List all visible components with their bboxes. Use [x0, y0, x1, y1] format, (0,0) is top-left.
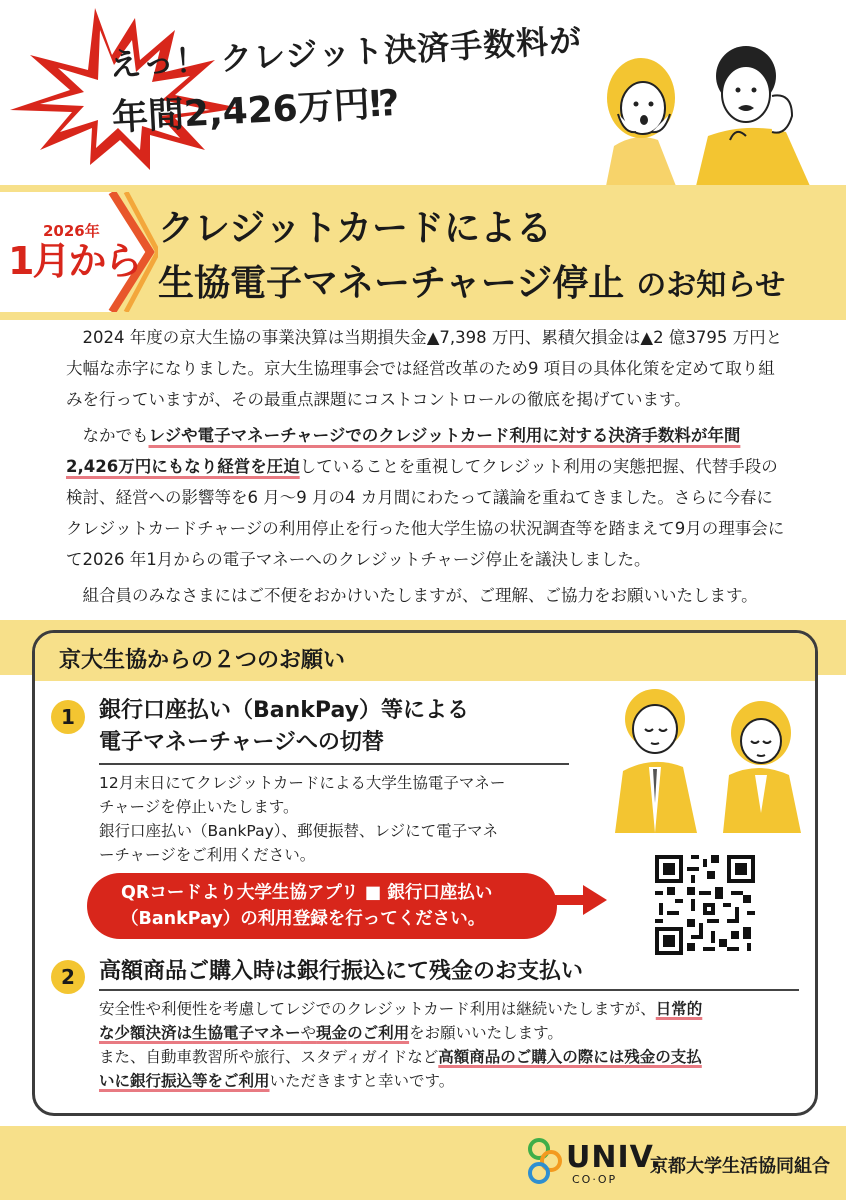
page-title-main: 生協電子マネーチャージ停止 — [158, 263, 625, 304]
request2-text: をお願いいたします。 — [409, 1024, 563, 1042]
request2-highlight: のご利用 — [347, 1024, 410, 1042]
request1-text-line: 銀行口座払い（BankPay）、郵便振替、レジにて電子マネ — [99, 822, 499, 840]
request2-text-line — [99, 997, 702, 1021]
paragraph-decision-intro: なかでも — [82, 426, 149, 445]
requests-panel — [32, 630, 818, 1116]
request2-text-line — [99, 1045, 702, 1069]
request-number-badge: 2 — [51, 960, 85, 994]
callout-line1: QRコードより大学生協アプリ ■ 銀行口座払い — [121, 883, 493, 903]
badge-year: 2026年 — [43, 222, 100, 240]
request2-text: また、自動車教習所や旅行、スタディガイドなど — [99, 1048, 439, 1066]
page-title-line1: クレジットカードによる — [158, 208, 553, 249]
arrow-right-icon — [583, 885, 607, 915]
request2-highlight: な少額決済は — [99, 1024, 193, 1042]
bowing-staff-illustration — [605, 663, 815, 833]
request2-text-line — [99, 1069, 454, 1093]
paragraph-financial-result: 2024 年度の京大生協の事業決算は当期損失金▲7,398 万円、累積欠損金は▲2 億3795 万円と大幅な赤字になりました。京大生協理事会では経営改革のため9 項目の具体化策を定めて取り組みを行っていますが、その最重点課題にコストコントロールの徹底を掲げています。 — [66, 328, 783, 409]
headline-line2: 年間2,426万円⁉ — [111, 82, 401, 139]
request2-highlight: 日常的 — [655, 1000, 703, 1018]
request2-highlight: 高額商品のご購入の際には残金の支払 — [438, 1048, 702, 1066]
request1-heading-line2: 電子マネーチャージへの切替 — [99, 730, 384, 755]
paragraph-decision — [66, 420, 786, 575]
divider — [99, 989, 799, 991]
paragraph-decision-rest: していることを重視してクレジット利用の実態把握、代替手段の検討、経営への影響等を6 月～9 月の4 カ月間にわたって議論を重ねてきました。さらに今春にクレジットカードチャージの利用停止を行った他大学生協の状況調査等を踏まえて9月の理事会にて2026 年1月からの電子マネーへのクレジットチャージ停止を議決しました。 — [66, 457, 785, 569]
surprised-couple-illustration — [596, 36, 826, 186]
request2-highlight: 生協電子マネー — [192, 1024, 301, 1042]
request1-text-line: 12月末日にてクレジットカードによる大学生協電子マネー — [99, 774, 506, 792]
request2-text: 安全性や利便性を考慮してレジでのクレジットカード利用は継続いたしますが、 — [99, 1000, 656, 1018]
page-title-suffix: のお知らせ — [636, 268, 786, 303]
page-title-line2 — [158, 255, 785, 306]
callout-line2: （BankPay）の利用登録を行ってください。 — [121, 909, 486, 929]
coop-logo-icon — [525, 1137, 565, 1185]
headline-line1: えっ！ クレジット決済手数料が — [108, 21, 583, 84]
badge-month: 1月から — [8, 239, 141, 283]
logo-coop-text: CO·OP — [572, 1173, 618, 1186]
logo-univ-text: UNIV. — [566, 1140, 663, 1175]
bankpay-registration-callout — [87, 873, 557, 939]
paragraph-apology: 組合員のみなさまにはご不便をおかけいたしますが、ご理解、ご協力をお願いいたします。 — [82, 586, 758, 605]
highlighted-fee-statement: レジや電子マネーチャージでのクレジットカード利用に対する決済手数料が年間2,426万円にもなり経営を圧迫 — [66, 426, 741, 476]
request2-highlight: や — [300, 1024, 317, 1042]
request1-text-line: ーチャージをご利用ください。 — [99, 846, 316, 864]
request1-text-line: チャージを停止いたします。 — [99, 798, 299, 816]
request2-text-line — [99, 1021, 563, 1045]
divider — [99, 763, 569, 765]
request2-highlight: いに銀行振込等をご利用 — [99, 1072, 270, 1090]
requests-title: 京大生協からの２つのお願い — [59, 648, 346, 673]
request2-text: いただきますと幸いです。 — [269, 1072, 455, 1090]
request2-heading: 高額商品ご購入時は銀行振込にて残金のお支払い — [99, 959, 584, 984]
qr-code[interactable] — [655, 855, 755, 955]
request-number-badge: 1 — [51, 700, 85, 734]
organization-name: 京都大学生活協同組合 — [650, 1156, 830, 1177]
request1-heading-line1: 銀行口座払い（BankPay）等による — [99, 698, 469, 723]
request2-highlight: 現金 — [316, 1024, 348, 1042]
